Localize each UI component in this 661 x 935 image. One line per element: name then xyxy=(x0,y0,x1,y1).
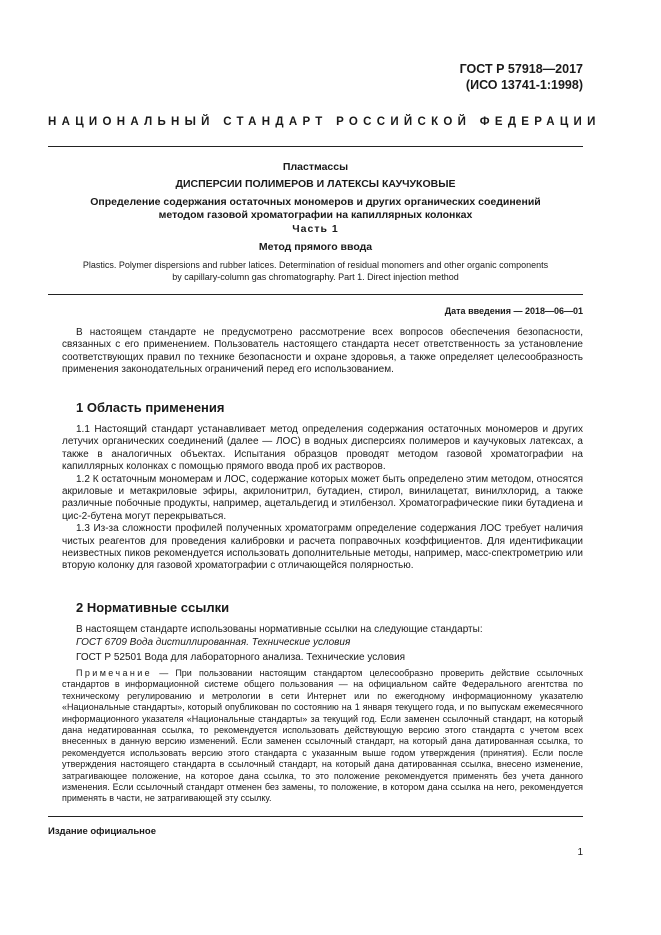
method-title: Метод прямого ввода xyxy=(258,241,373,253)
subtitle xyxy=(48,196,583,222)
intro-text xyxy=(62,327,583,377)
subtitle-line-2: методом газовой хроматографии на капиллярных колонках xyxy=(158,209,473,221)
references-note xyxy=(62,668,583,805)
national-standard-banner: НАЦИОНАЛЬНЫЙ СТАНДАРТ РОССИЙСКОЙ ФЕДЕРАЦИИ xyxy=(48,116,601,128)
reference-gost-6709 xyxy=(76,637,350,649)
english-title-line-1: Plastics. Polymer dispersions and rubber latices. Determination of residual monomers and other organic components xyxy=(82,260,549,270)
effective-date: Дата введения — 2018—06—01 xyxy=(444,306,583,316)
standard-code xyxy=(460,61,583,93)
section-1-body xyxy=(62,424,583,573)
clause-1-2: 1.2 К остаточным мономерам и ЛОС, содержание которых может быть определено этим методом, относятся акриловые и метакриловые эфиры, акрилонитрил, бутадиен, стирол, винилацетат, винилхлорид, а также различные побочные продукты, например, ацетальдегид и этилбензол. Хроматографические пики бутадиена и цис-2-бутена могут перекрываться. xyxy=(62,473,583,522)
page-number: 1 xyxy=(577,847,583,858)
references-lead: В настоящем стандарте использованы нормативные ссылки на следующие стандарты: xyxy=(76,624,483,635)
part-label: Часть 1 xyxy=(292,223,339,235)
main-title: ДИСПЕРСИИ ПОЛИМЕРОВ И ЛАТЕКСЫ КАУЧУКОВЫЕ xyxy=(175,178,456,190)
section-1-heading: 1 Область применения xyxy=(76,400,225,415)
edition-label: Издание официальное xyxy=(48,826,156,837)
note-label: Примечание xyxy=(76,668,153,678)
standard-code-iso: (ИСО 13741-1:1998) xyxy=(465,78,583,92)
subject-title: Пластмассы xyxy=(282,161,349,173)
clause-1-1: 1.1 Настоящий стандарт устанавливает метод определения содержания остаточных мономеров и других летучих органических соединений (далее — ЛОС) в водных дисперсиях полимеров и каучуковых латексах, а также в аналогичных объектах. Испытания образцов проводят методом газовой хроматографии на капиллярных колонках с помощью прямого ввода проб их растворов. xyxy=(62,424,583,473)
intro-paragraph: В настоящем стандарте не предусмотрено рассмотрение всех вопросов обеспечения безопасности, связанных с его применением. Пользователь настоящего стандарта несет ответственность за установление соответствующих правил по технике безопасности и охране здоровья, а также определяет целесообразность применения законодательных ограничений перед его использованием. xyxy=(62,327,583,376)
english-title xyxy=(48,259,583,283)
reference-gost-6709-text: ГОСТ 6709 Вода дистиллированная. Технические условия xyxy=(76,637,351,648)
clause-1-3: 1.3 Из-за сложности профилей полученных хроматограмм определение содержания ЛОС требует наличия чистых реагентов для проведения калибровки и расчета поправочных коэффициентов. Для идентификации неизвестных пиков рекомендуется использовать дополнительные методы, например, масс-спектрометрию или вторую колонку для газовой хроматографии с отличающейся полярностью. xyxy=(62,523,583,572)
standard-code-gost: ГОСТ Р 57918—2017 xyxy=(459,62,583,76)
note-text: — При пользовании настоящим стандартом целесообразно проверить действие ссылочных стандартов в информационной системе общего пользования — на официальном сайте Федерального агентства по техническому регулированию и метрологии в сети Интернет или по ежегодному информационному указателю «Национальные стандарты», который опубликован по состоянию на 1 января текущего года, и по выпускам ежемесячного информационного указателя «Национальные стандарты» за текущий год. Если заменен ссылочный стандарт, на который дана недатированная ссылка, то рекомендуется использовать действующую версию этого стандарта с учетом всех внесенных в данную версию изменений. Если заменен ссылочный стандарт, на который дана датированная ссылка, то рекомендуется использовать версию этого стандарта с указанным выше годом утверждения (принятия). Если после утверждения настоящего стандарта в ссылочный стандарт, на который дана датированная ссылка, внесено изменение, затрагивающее положение, на которое дана ссылка, то это положение рекомендуется применять без учета данного изменения. Если ссылочный стандарт отменен без замены, то положение, в котором дана ссылка на него, рекомендуется применять в части, не затрагивающей эту ссылку. xyxy=(62,668,583,804)
footer-divider xyxy=(48,816,583,817)
english-title-line-2: by capillary-column gas chromatography. Part 1. Direct injection method xyxy=(172,272,459,282)
top-divider xyxy=(48,146,583,147)
title-divider xyxy=(48,294,583,295)
subtitle-line-1: Определение содержания остаточных мономеров и других органических соединений xyxy=(90,196,541,208)
section-2-heading: 2 Нормативные ссылки xyxy=(76,600,230,615)
reference-gost-52501: ГОСТ Р 52501 Вода для лабораторного анализа. Технические условия xyxy=(76,652,406,663)
